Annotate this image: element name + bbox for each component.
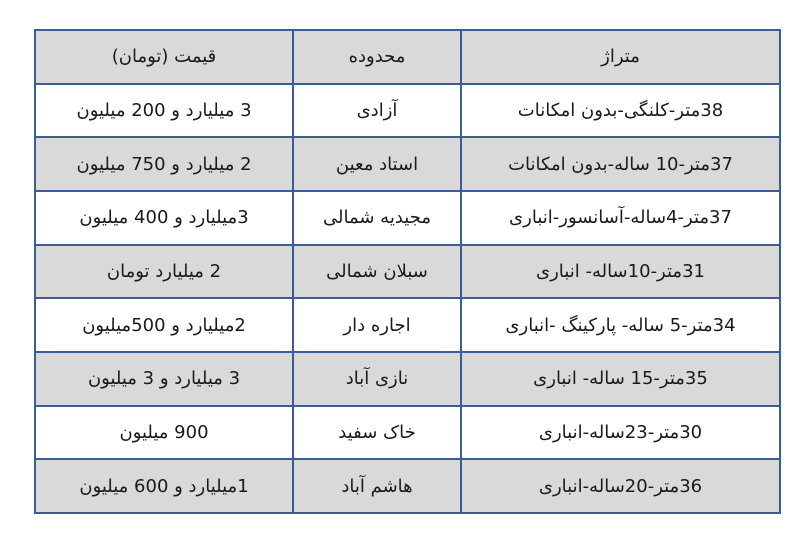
cell-price: 2 میلیارد و 750 میلیون — [35, 137, 293, 191]
cell-size: 37متر-4ساله-آسانسور-انباری — [461, 191, 780, 245]
cell-size: 38متر-کلنگی-بدون امکانات — [461, 84, 780, 138]
table-row — [35, 406, 780, 460]
table-row — [35, 245, 780, 299]
cell-area: هاشم آباد — [293, 459, 461, 513]
cell-price: 2میلیارد و 500میلیون — [35, 298, 293, 352]
cell-area: آزادی — [293, 84, 461, 138]
table-row — [35, 137, 780, 191]
cell-area: اجاره دار — [293, 298, 461, 352]
table-row — [35, 298, 780, 352]
table-row — [35, 84, 780, 138]
header-area: محدوده — [293, 30, 461, 84]
cell-price: 1میلیارد و 600 میلیون — [35, 459, 293, 513]
cell-price: 3میلیارد و 400 میلیون — [35, 191, 293, 245]
cell-size: 31متر-10ساله- انباری — [461, 245, 780, 299]
cell-size: 34متر-5 ساله- پارکینگ -انباری — [461, 298, 780, 352]
cell-area: مجیدیه شمالی — [293, 191, 461, 245]
cell-size: 36متر-20ساله-انباری — [461, 459, 780, 513]
cell-price: 3 میلیارد و 3 میلیون — [35, 352, 293, 406]
cell-area: سبلان شمالی — [293, 245, 461, 299]
header-size: متراژ — [461, 30, 780, 84]
cell-area: نازی آباد — [293, 352, 461, 406]
cell-price: 2 میلیارد تومان — [35, 245, 293, 299]
price-table-container — [34, 29, 779, 514]
table-row — [35, 191, 780, 245]
table-row — [35, 459, 780, 513]
cell-price: 3 میلیارد و 200 میلیون — [35, 84, 293, 138]
table-header-row — [35, 30, 780, 84]
header-price: قیمت (تومان) — [35, 30, 293, 84]
table-row — [35, 352, 780, 406]
apartment-price-table — [34, 29, 781, 514]
cell-price: 900 میلیون — [35, 406, 293, 460]
cell-size: 35متر-15 ساله- انباری — [461, 352, 780, 406]
cell-area: خاک سفید — [293, 406, 461, 460]
cell-size: 30متر-23ساله-انباری — [461, 406, 780, 460]
cell-area: استاد معین — [293, 137, 461, 191]
cell-size: 37متر-10 ساله-بدون امکانات — [461, 137, 780, 191]
